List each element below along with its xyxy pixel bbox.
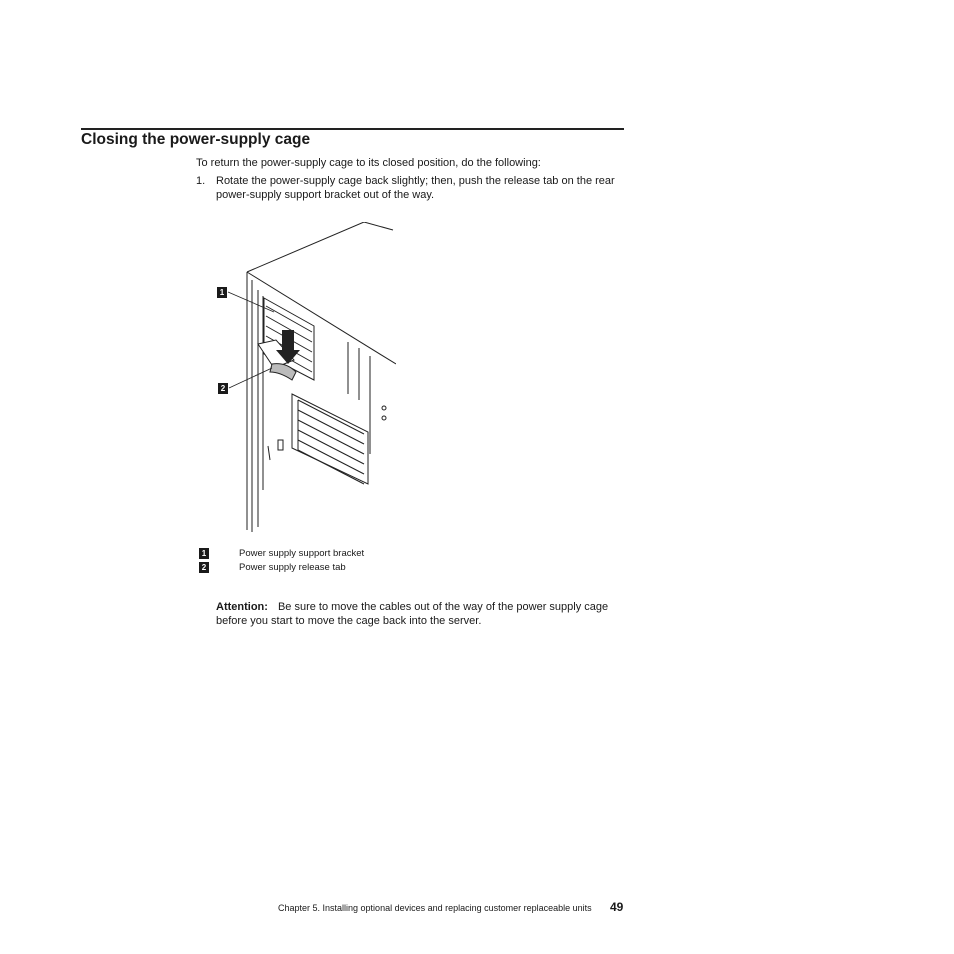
- legend-label-1: Power supply support bracket: [239, 548, 365, 559]
- attention-label: Attention:: [216, 601, 268, 613]
- section-rule: [81, 128, 624, 130]
- callout-1: 1: [217, 287, 227, 298]
- step-text: Rotate the power-supply cage back slightly; then, push the release tab on the rear power-supply support bracket out of the way.: [216, 175, 615, 201]
- callout-leaders: [214, 222, 396, 534]
- page-number: 49: [610, 900, 624, 914]
- section-title: Closing the power-supply cage: [81, 131, 311, 148]
- attention-text: Be sure to move the cables out of the way of the power supply cage before you start to move the cage back into the server.: [216, 601, 609, 627]
- legend-label-2: Power supply release tab: [239, 562, 346, 573]
- callout-2: 2: [218, 383, 228, 394]
- server-illustration: [214, 222, 396, 534]
- legend-callout-2: 2: [199, 562, 209, 573]
- intro-paragraph: To return the power-supply cage to its closed position, do the following:: [196, 157, 541, 169]
- footer-chapter: Chapter 5. Installing optional devices and replacing customer replaceable units: [278, 903, 592, 913]
- attention-note: [216, 600, 616, 628]
- step-item: [196, 175, 616, 202]
- step-number: 1.: [196, 175, 206, 187]
- legend-callout-1: 1: [199, 548, 209, 559]
